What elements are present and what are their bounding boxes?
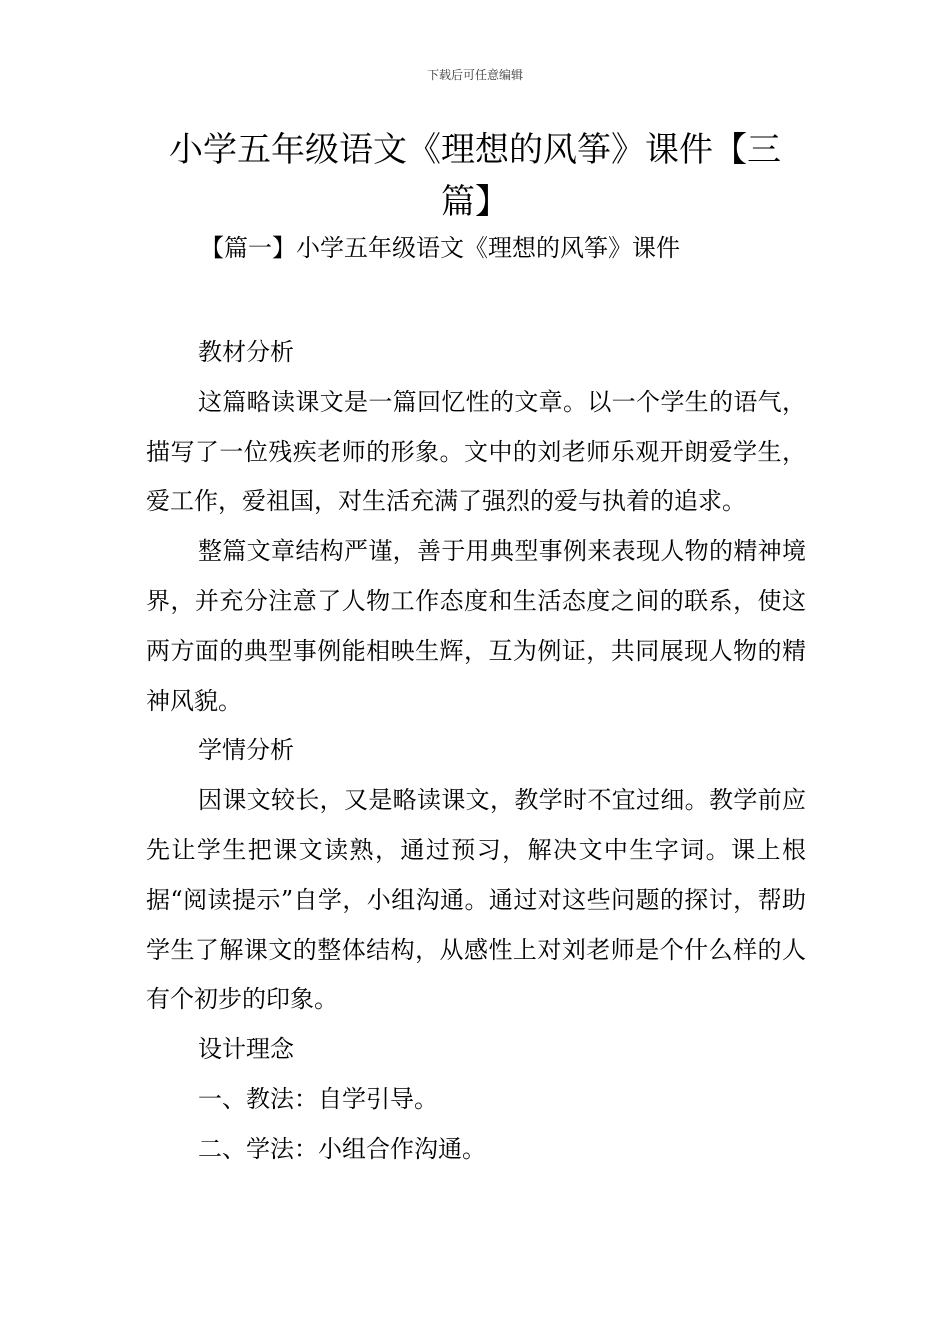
document-title: 小学五年级语文《理想的风筝》课件【三篇】: [169, 130, 781, 222]
list-item-teaching-method: 一、教法：自学引导。: [198, 1084, 438, 1113]
page-header-note: 下载后可任意编辑: [426, 68, 523, 82]
paragraph: 这篇略读课文是一篇回忆性的文章。以一个学生的语气，描写了一位残疾老师的形象。文中的刘老师乐观开朗爱学生，爱工作，爱祖国，对生活充满了强烈的爱与执着的追求。: [146, 387, 806, 516]
heading-student-analysis: 学情分析: [198, 736, 294, 765]
paragraph: 因课文较长，又是略读课文，教学时不宜过细。教学前应先让学生把课文读熟，通过预习，解决文中生字词。课上根据“阅读提示”自学，小组沟通。通过对这些问题的探讨，帮助学生了解课文的整体结构，从感性上对刘老师是个什么样的人有个初步的印象。: [146, 786, 806, 1014]
heading-design-concept: 设计理念: [198, 1035, 294, 1064]
heading-textbook-analysis: 教材分析: [198, 338, 294, 366]
list-item-learning-method: 二、学法：小组合作沟通。: [198, 1134, 486, 1163]
section-title: 【篇一】小学五年级语文《理想的风筝》课件: [200, 234, 680, 262]
document-body: [146, 328, 806, 1175]
paragraph: 整篇文章结构严谨，善于用典型事例来表现人物的精神境界，并充分注意了人物工作态度和生活态度之间的联系，使这两方面的典型事例能相映生辉，互为例证，共同展现人物的精神风貌。: [146, 537, 806, 715]
